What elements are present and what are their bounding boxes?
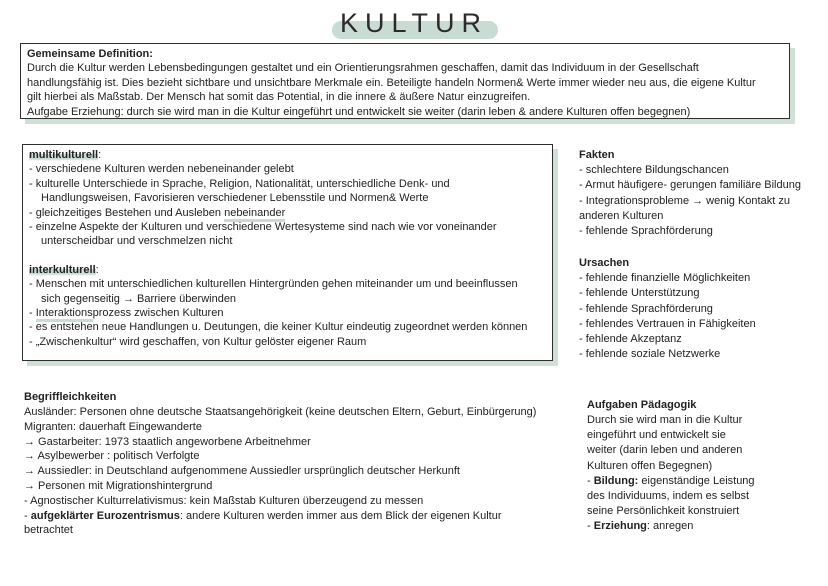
text-line: weiter (darin leben und anderen	[587, 444, 743, 457]
list-item: - aufgeklärter Eurozentrismus: andere Kulturen werden immer aus dem Blick der eigenen Kultur	[24, 509, 502, 522]
list-item-cont: Handlungsweisen, Favorisieren verschiedener Lebensstile und Normen& Werte	[41, 192, 429, 205]
list-item-cont: unterscheidbar und verschmelzen nicht	[41, 235, 233, 248]
list-item: - gleichzeitiges Bestehen und Ausleben nebeinander	[29, 206, 552, 220]
list-item: - fehlende soziale Netzwerke	[579, 348, 721, 361]
list-item: - es entstehen neue Handlungen u. Deutungen, die keiner Kultur eindeutig zugeordnet werden können	[29, 321, 528, 334]
list-item: - verschiedene Kulturen werden nebeneinander gelebt	[29, 163, 294, 176]
list-item: anderen Kulturen	[579, 209, 664, 222]
list-item: - Integrationsprobleme → wenig Kontakt zu	[579, 194, 790, 207]
list-item: - fehlende Sprachförderung	[579, 225, 713, 238]
title-area	[0, 8, 828, 39]
paedagogik-heading: Aufgaben Pädagogik	[587, 399, 697, 411]
list-item-cont: betrachtet	[24, 524, 73, 537]
fakten-heading: Fakten	[579, 149, 615, 161]
list-item: - Erziehung: anregen	[587, 520, 694, 533]
highlighted-word: Interaktions	[36, 307, 93, 322]
list-item: - „Zwischenkultur“ wird geschaffen, von Kultur gelöster eigener Raum	[29, 335, 367, 348]
list-item: Migranten: dauerhaft Eingewanderte	[24, 420, 202, 433]
begriffe-section	[24, 390, 584, 538]
list-item: → Personen mit Migrationshintergrund	[24, 479, 213, 492]
list-item-cont: sich gegenseitig → Barriere überwinden	[41, 292, 237, 305]
ursachen-section	[579, 256, 824, 363]
definition-line: Aufgabe Erziehung: durch sie wird man in die Kultur eingeführt und entwickelt sie weiter (darin leben & andere Kulturen offen begegnen)	[27, 105, 691, 118]
text-line: eingeführt und entwickelt sie	[587, 429, 726, 442]
list-item: - kulturelle Unterschiede in Sprache, Religion, Nationalität, unterschiedliche Denk- und	[29, 177, 450, 190]
list-item: → Gastarbeiter: 1973 staatlich angeworbene Arbeitnehmer	[24, 435, 311, 448]
multikulturell-heading-line: multikulturell:	[29, 149, 102, 161]
list-item: - Agnostischer Kulturrelativismus: kein Maßstab Kulturen überzeugend zu messen	[24, 494, 424, 507]
list-item: - Bildung: eigenständige Leistung	[587, 474, 755, 487]
text-line: des Individuums, indem es selbst	[587, 490, 750, 503]
interkulturell-heading: interkulturell	[29, 263, 96, 276]
list-item: - einzelne Aspekte der Kulturen und verschiedene Wertesysteme sind nach wie vor voneinander	[29, 221, 497, 234]
definition-line: Durch die Kultur werden Lebensbedingungen gestaltet und ein Orientierungsrahmen geschaffen, damit das Individuum in der Gesellschaft	[27, 62, 699, 75]
paedagogik-section	[587, 398, 807, 535]
list-item: → Aussiedler: in Deutschland aufgenommene Aussiedler ursprünglich deutscher Herkunft	[24, 465, 460, 478]
ursachen-heading: Ursachen	[579, 257, 630, 269]
definition-line: gilt hierbei als Maßstab. Der Mensch hat somit das Potential, in die innere & äußere Natur einzugreifen.	[27, 91, 531, 104]
multi-inter-box	[22, 144, 553, 361]
list-item: - fehlendes Vertrauen in Fähigkeiten	[579, 317, 756, 330]
text-line: Kulturen offen Begegnen)	[587, 459, 713, 472]
definition-line: handlungsfähig ist. Dies bezieht sichtbare und unsichtbare Merkmale ein. Beteiligte handeln Normen& Werte immer wieder neu aus, die eigene Kultur	[27, 76, 756, 89]
text-line: Durch sie wird man in die Kultur	[587, 414, 743, 426]
list-item: Ausländer: Personen ohne deutsche Staatsangehörigkeit (keine deutschen Eltern, Geburt, Einbürgerung)	[24, 406, 537, 418]
bold-term: Bildung:	[593, 474, 639, 487]
page-title: KULTUR	[334, 8, 494, 39]
list-item: - Menschen mit unterschiedlichen kulturellen Hintergründen gehen miteinander um und beeinflussen	[29, 278, 518, 291]
begriffe-heading: Begriffleichkeiten	[24, 391, 117, 403]
list-item: - fehlende Akzeptanz	[579, 333, 682, 346]
list-item: - schlechtere Bildungschancen	[579, 164, 729, 176]
bold-term: aufgeklärter Eurozentrismus	[30, 509, 180, 522]
list-item: - fehlende Sprachförderung	[579, 302, 713, 315]
fakten-section	[579, 148, 824, 239]
multikulturell-heading: multikulturell	[29, 149, 99, 161]
definition-box	[20, 43, 790, 119]
list-item: → Asylbewerber : politisch Verfolgte	[24, 450, 200, 463]
list-item: - fehlende Unterstützung	[579, 287, 700, 300]
text-line: seine Persönlichkeit konstruiert	[587, 505, 740, 518]
interkulturell-heading-line: interkulturell:	[29, 263, 99, 276]
list-item: - Armut häufigere- gerungen familiäre Bildung	[579, 179, 801, 192]
list-item: - Interaktionsprozess zwischen Kulturen	[29, 306, 552, 320]
definition-heading: Gemeinsame Definition:	[27, 48, 153, 60]
highlighted-word: nebeinander	[224, 207, 285, 222]
bold-term: Erziehung	[593, 520, 647, 533]
list-item: - fehlende finanzielle Möglichkeiten	[579, 272, 751, 284]
